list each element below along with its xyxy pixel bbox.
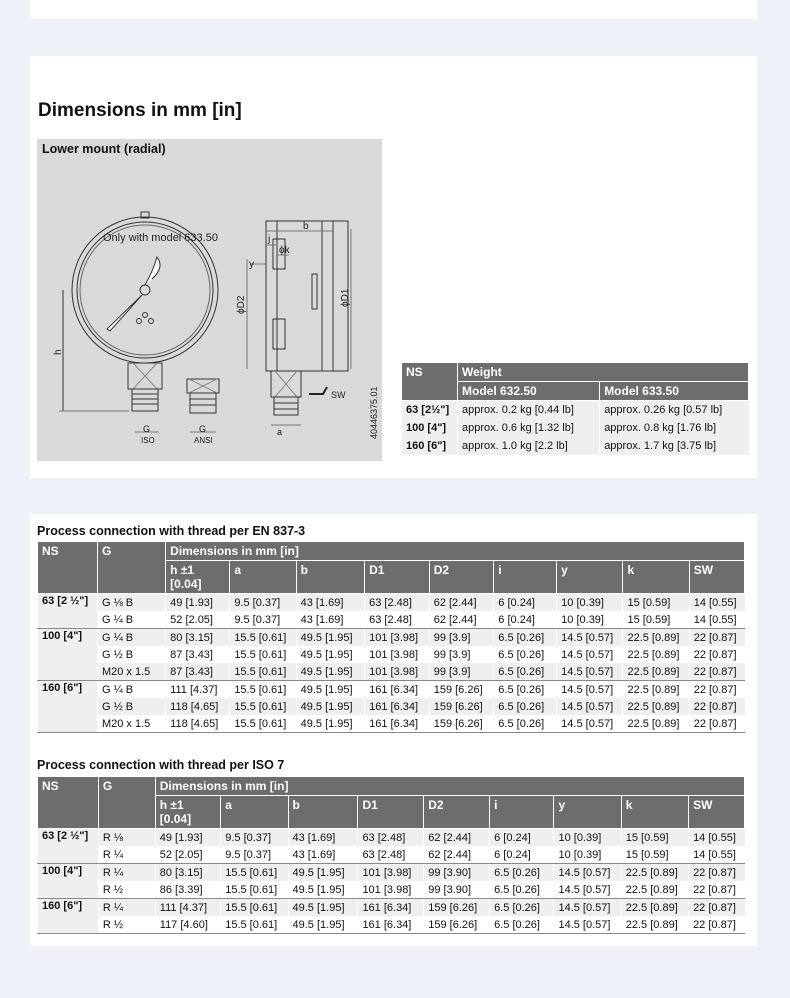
table-row	[38, 715, 745, 733]
data-cell: 6.5 [0.26]	[490, 899, 554, 917]
process-connection-card	[30, 514, 757, 946]
table-row	[38, 594, 745, 612]
table-row	[402, 419, 749, 437]
data-cell: 10 [0.39]	[557, 611, 623, 629]
label-iso: ISO	[141, 436, 155, 445]
data-cell: 10 [0.39]	[554, 846, 621, 864]
data-cell: 6.5 [0.26]	[490, 864, 554, 882]
weight-table-body	[402, 401, 749, 456]
header-col: i	[494, 561, 557, 594]
data-cell: M20 x 1.5	[97, 715, 165, 733]
gauge-drawing	[37, 139, 382, 461]
data-cell: 22.5 [0.89]	[623, 698, 689, 715]
data-cell: 101 [3.98]	[365, 646, 430, 663]
data-cell: 43 [1.69]	[296, 594, 365, 612]
data-cell: 99 [3.9]	[429, 629, 494, 647]
data-cell: 111 [4.37]	[166, 681, 230, 699]
data-cell: 14.5 [0.57]	[554, 881, 621, 899]
weight-table	[401, 362, 749, 455]
data-cell: 101 [3.98]	[365, 663, 430, 681]
en837-table	[37, 541, 745, 733]
data-cell: 14.5 [0.57]	[554, 899, 621, 917]
data-cell: 6.5 [0.26]	[494, 698, 557, 715]
data-cell: 15 [0.59]	[623, 594, 689, 612]
header-col: SW	[689, 796, 745, 829]
data-cell: 9.5 [0.37]	[230, 611, 296, 629]
data-cell: 6.5 [0.26]	[494, 646, 557, 663]
data-cell: 101 [3.98]	[365, 629, 430, 647]
data-cell: 63 [2.48]	[365, 611, 430, 629]
data-cell: 49.5 [1.95]	[296, 698, 365, 715]
label-d1: ϕD1	[340, 288, 351, 307]
data-cell: 14.5 [0.57]	[557, 646, 623, 663]
data-cell: 22.5 [0.89]	[623, 681, 689, 699]
data-cell: 6 [0.24]	[490, 846, 554, 864]
label-j: j	[268, 234, 271, 245]
en837-table-title: Process connection with thread per EN 837-3	[37, 524, 306, 538]
data-cell: 159 [6.26]	[429, 715, 494, 733]
data-cell: R ½	[98, 881, 155, 899]
header-col: b	[296, 561, 365, 594]
data-cell: 159 [6.26]	[429, 681, 494, 699]
data-cell: M20 x 1.5	[97, 663, 165, 681]
ns-cell: 63 [2 ½"]	[38, 594, 98, 629]
header-g: G	[98, 777, 155, 829]
drawing-note: Only with model 633.50	[103, 232, 218, 244]
header-col: i	[490, 796, 554, 829]
data-cell: 161 [6.34]	[365, 698, 430, 715]
label-y: y	[249, 259, 254, 270]
table-row	[38, 629, 745, 647]
table-row	[38, 864, 745, 882]
label-k: ϕk	[279, 245, 290, 256]
data-cell: 6.5 [0.26]	[494, 681, 557, 699]
table-row	[38, 899, 745, 917]
data-cell: 15.5 [0.61]	[221, 881, 288, 899]
data-cell: 80 [3.15]	[155, 864, 220, 882]
data-cell: 49 [1.93]	[155, 829, 220, 847]
header-col: k	[623, 561, 689, 594]
table-row	[402, 401, 749, 420]
table-row	[38, 829, 745, 847]
data-cell: 22 [0.87]	[689, 629, 744, 647]
data-cell: 6.5 [0.26]	[490, 881, 554, 899]
data-cell: G ⅛ B	[97, 594, 165, 612]
data-cell: 22 [0.87]	[689, 646, 744, 663]
data-cell: 161 [6.34]	[358, 899, 424, 917]
data-cell: 87 [3.43]	[166, 663, 230, 681]
data-cell: 14.5 [0.57]	[554, 916, 621, 934]
ns-cell: 160 [6"]	[38, 899, 99, 934]
ns-cell: 63 [2½"]	[402, 401, 458, 420]
data-cell: 62 [2.44]	[424, 829, 490, 847]
ns-cell: 160 [6"]	[38, 681, 98, 733]
header-dimensions: Dimensions in mm [in]	[155, 777, 744, 796]
data-cell: 118 [4.65]	[166, 698, 230, 715]
data-cell: 43 [1.69]	[288, 846, 358, 864]
data-cell: 14.5 [0.57]	[557, 629, 623, 647]
data-cell: 63 [2.48]	[358, 829, 424, 847]
header-col: a	[230, 561, 296, 594]
data-cell: 15 [0.59]	[623, 611, 689, 629]
table-row	[38, 663, 745, 681]
data-cell: 6.5 [0.26]	[494, 663, 557, 681]
data-cell: 86 [3.39]	[155, 881, 220, 899]
ns-cell: 100 [4"]	[402, 419, 458, 437]
data-cell: 161 [6.34]	[358, 916, 424, 934]
data-cell: 159 [6.26]	[424, 899, 490, 917]
data-cell: 15 [0.59]	[621, 846, 688, 864]
data-cell: 49.5 [1.95]	[296, 646, 365, 663]
table-row	[402, 437, 749, 455]
data-cell: 62 [2.44]	[429, 594, 494, 612]
data-cell: 49.5 [1.95]	[288, 864, 358, 882]
data-cell: 6.5 [0.26]	[490, 916, 554, 934]
weight-cell: approx. 0.26 kg [0.57 lb]	[600, 401, 749, 420]
data-cell: 49.5 [1.95]	[288, 881, 358, 899]
data-cell: 22 [0.87]	[689, 698, 744, 715]
weight-header-weight: Weight	[458, 363, 749, 382]
technical-drawing	[37, 139, 382, 461]
data-cell: 159 [6.26]	[429, 698, 494, 715]
ns-cell: 100 [4"]	[38, 629, 98, 681]
data-cell: 111 [4.37]	[155, 899, 220, 917]
data-cell: 14 [0.55]	[689, 594, 744, 612]
table-row	[38, 916, 745, 934]
data-cell: 14.5 [0.57]	[557, 698, 623, 715]
label-g-ansi: G	[199, 424, 207, 434]
weight-header-model-633: Model 633.50	[600, 382, 749, 401]
data-cell: 6 [0.24]	[490, 829, 554, 847]
data-cell: 101 [3.98]	[358, 881, 424, 899]
data-cell: 14 [0.55]	[689, 829, 745, 847]
data-cell: 99 [3.90]	[424, 864, 490, 882]
iso7-table	[37, 776, 745, 934]
table-row	[38, 681, 745, 699]
label-d2: ϕD2	[236, 295, 247, 314]
header-col: h ±1 [0.04]	[155, 796, 220, 829]
data-cell: 6 [0.24]	[494, 611, 557, 629]
data-cell: 49.5 [1.95]	[296, 663, 365, 681]
header-col: a	[221, 796, 288, 829]
header-col: D1	[358, 796, 424, 829]
table-row	[38, 611, 745, 629]
label-sw: SW	[331, 390, 346, 400]
table-row	[38, 646, 745, 663]
data-cell: 49.5 [1.95]	[296, 629, 365, 647]
data-cell: 22 [0.87]	[689, 663, 744, 681]
data-cell: 62 [2.44]	[424, 846, 490, 864]
data-cell: 49.5 [1.95]	[296, 715, 365, 733]
data-cell: 22.5 [0.89]	[623, 663, 689, 681]
data-cell: 9.5 [0.37]	[221, 829, 288, 847]
data-cell: R ½	[98, 916, 155, 934]
data-cell: 87 [3.43]	[166, 646, 230, 663]
data-cell: 14.5 [0.57]	[554, 864, 621, 882]
label-b: b	[303, 221, 309, 232]
weight-cell: approx. 1.7 kg [3.75 lb]	[600, 437, 749, 455]
data-cell: 43 [1.69]	[288, 829, 358, 847]
weight-header-ns: NS	[402, 363, 458, 401]
weight-cell: approx. 0.6 kg [1.32 lb]	[458, 419, 600, 437]
iso7-table-title: Process connection with thread per ISO 7	[37, 758, 285, 772]
data-cell: 22.5 [0.89]	[621, 916, 688, 934]
data-cell: 22 [0.87]	[689, 916, 745, 934]
ns-cell: 100 [4"]	[38, 864, 99, 899]
data-cell: 10 [0.39]	[557, 594, 623, 612]
data-cell: G ¼ B	[97, 611, 165, 629]
data-cell: 14.5 [0.57]	[557, 681, 623, 699]
header-col: k	[621, 796, 688, 829]
data-cell: 22.5 [0.89]	[621, 864, 688, 882]
data-cell: 22 [0.87]	[689, 864, 745, 882]
data-cell: 22 [0.87]	[689, 715, 744, 733]
label-h: h	[53, 349, 64, 355]
ns-cell: 160 [6"]	[402, 437, 458, 455]
data-cell: 15.5 [0.61]	[230, 681, 296, 699]
data-cell: R ¼	[98, 846, 155, 864]
data-cell: 9.5 [0.37]	[230, 594, 296, 612]
data-cell: 15.5 [0.61]	[221, 916, 288, 934]
data-cell: 15.5 [0.61]	[230, 698, 296, 715]
header-col: b	[288, 796, 358, 829]
data-cell: 6.5 [0.26]	[494, 629, 557, 647]
data-cell: 14.5 [0.57]	[557, 715, 623, 733]
header-col: D1	[365, 561, 430, 594]
data-cell: R ¼	[98, 899, 155, 917]
header-dimensions: Dimensions in mm [in]	[166, 542, 745, 561]
data-cell: 161 [6.34]	[365, 681, 430, 699]
data-cell: 14 [0.55]	[689, 846, 745, 864]
data-cell: 22.5 [0.89]	[621, 899, 688, 917]
data-cell: 159 [6.26]	[424, 916, 490, 934]
data-cell: 22.5 [0.89]	[623, 646, 689, 663]
data-cell: 99 [3.9]	[429, 646, 494, 663]
data-cell: 6 [0.24]	[494, 594, 557, 612]
header-ns: NS	[38, 542, 98, 594]
data-cell: 15.5 [0.61]	[230, 715, 296, 733]
header-col: D2	[429, 561, 494, 594]
data-cell: 63 [2.48]	[365, 594, 430, 612]
weight-cell: approx. 0.2 kg [0.44 lb]	[458, 401, 600, 420]
data-cell: 80 [3.15]	[166, 629, 230, 647]
data-cell: 22.5 [0.89]	[621, 881, 688, 899]
data-cell: 6.5 [0.26]	[494, 715, 557, 733]
label-ansi: ANSI	[194, 436, 213, 445]
data-cell: 22 [0.87]	[689, 681, 744, 699]
data-cell: 22 [0.87]	[689, 899, 745, 917]
data-cell: R ⅛	[98, 829, 155, 847]
data-cell: G ½ B	[97, 698, 165, 715]
table-row	[38, 846, 745, 864]
data-cell: G ¼ B	[97, 629, 165, 647]
table-row	[38, 698, 745, 715]
data-cell: 43 [1.69]	[296, 611, 365, 629]
weight-cell: approx. 1.0 kg [2.2 lb]	[458, 437, 600, 455]
data-cell: 10 [0.39]	[554, 829, 621, 847]
data-cell: 52 [2.05]	[155, 846, 220, 864]
data-cell: 15 [0.59]	[621, 829, 688, 847]
header-col: y	[557, 561, 623, 594]
data-cell: 22.5 [0.89]	[623, 629, 689, 647]
header-ns: NS	[38, 777, 99, 829]
header-col: SW	[689, 561, 744, 594]
data-cell: 15.5 [0.61]	[221, 864, 288, 882]
weight-header-model-632: Model 632.50	[458, 382, 600, 401]
data-cell: 161 [6.34]	[365, 715, 430, 733]
data-cell: G ½ B	[97, 646, 165, 663]
data-cell: 15.5 [0.61]	[230, 646, 296, 663]
data-cell: R ¼	[98, 864, 155, 882]
data-cell: 15.5 [0.61]	[230, 663, 296, 681]
data-cell: 99 [3.90]	[424, 881, 490, 899]
data-cell: 49 [1.93]	[166, 594, 230, 612]
data-cell: 99 [3.9]	[429, 663, 494, 681]
page-title: Dimensions in mm [in]	[38, 100, 242, 121]
data-cell: G ¼ B	[97, 681, 165, 699]
data-cell: 22.5 [0.89]	[623, 715, 689, 733]
data-cell: 62 [2.44]	[429, 611, 494, 629]
data-cell: 49.5 [1.95]	[288, 899, 358, 917]
data-cell: 49.5 [1.95]	[288, 916, 358, 934]
data-cell: 14 [0.55]	[689, 611, 744, 629]
data-cell: 49.5 [1.95]	[296, 681, 365, 699]
header-col: D2	[424, 796, 490, 829]
data-cell: 9.5 [0.37]	[221, 846, 288, 864]
data-cell: 52 [2.05]	[166, 611, 230, 629]
data-cell: 15.5 [0.61]	[230, 629, 296, 647]
data-cell: 14.5 [0.57]	[557, 663, 623, 681]
data-cell: 117 [4.60]	[155, 916, 220, 934]
data-cell: 101 [3.98]	[358, 864, 424, 882]
header-col: h ±1 [0.04]	[166, 561, 230, 594]
weight-cell: approx. 0.8 kg [1.76 lb]	[600, 419, 749, 437]
top-card	[30, 0, 757, 19]
data-cell: 63 [2.48]	[358, 846, 424, 864]
label-a: a	[277, 427, 283, 437]
header-col: y	[554, 796, 621, 829]
table-row	[38, 881, 745, 899]
data-cell: 22 [0.87]	[689, 881, 745, 899]
data-cell: 15.5 [0.61]	[221, 899, 288, 917]
drawing-code: 40446375.01	[369, 386, 379, 439]
header-g: G	[97, 542, 165, 594]
drawing-caption: Lower mount (radial)	[42, 142, 166, 156]
ns-cell: 63 [2 ½"]	[38, 829, 99, 864]
label-g-iso: G	[143, 424, 151, 434]
data-cell: 118 [4.65]	[166, 715, 230, 733]
dimensions-card	[30, 56, 757, 478]
